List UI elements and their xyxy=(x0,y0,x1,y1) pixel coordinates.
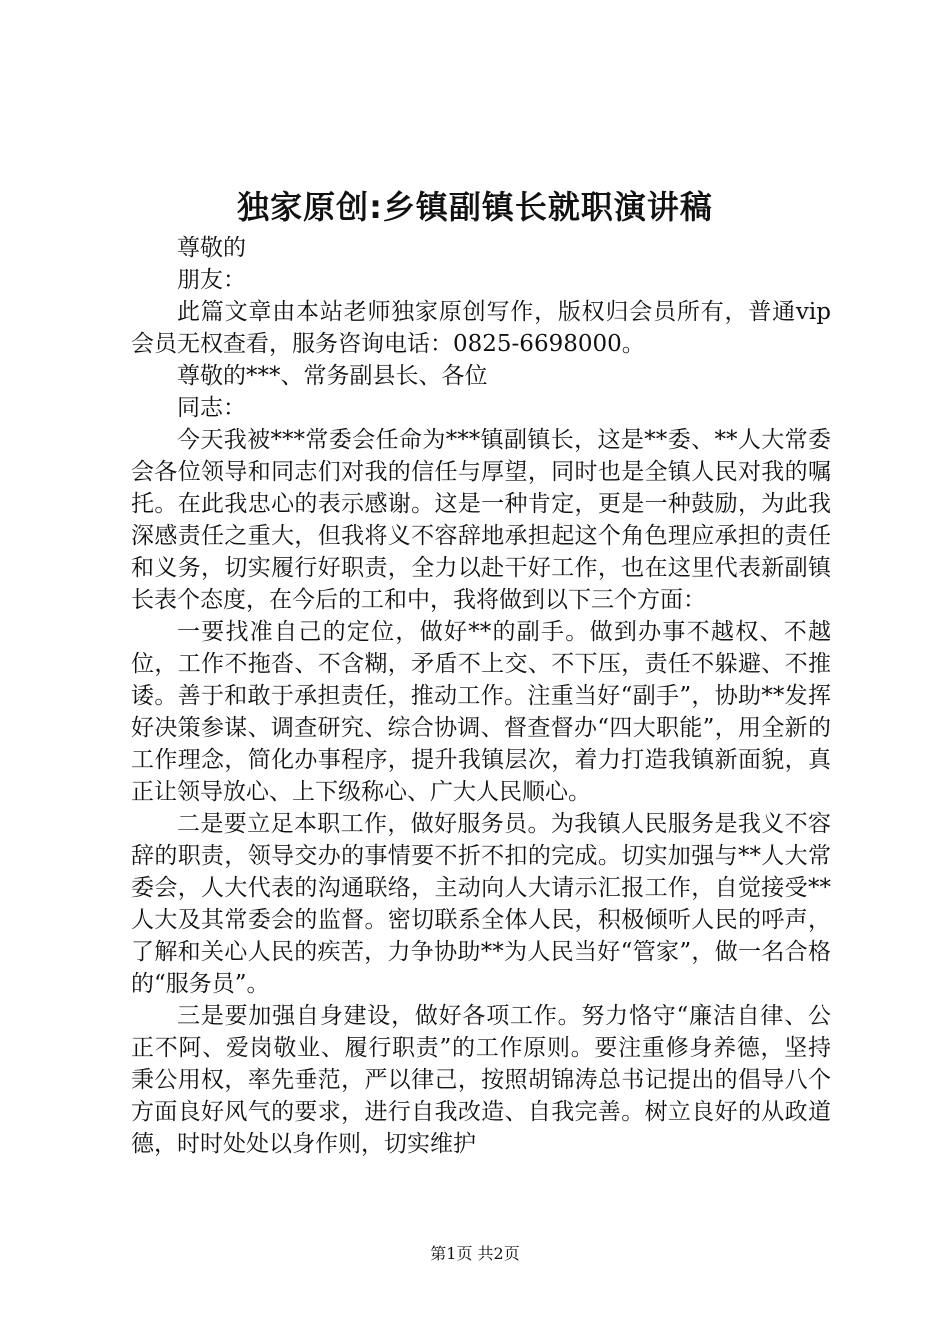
salutation-line-1: 尊敬的 xyxy=(177,235,246,261)
address-line-1: 尊敬的***、常务副县长、各位 xyxy=(177,363,488,389)
document-body xyxy=(131,232,831,1160)
document-title: 独家原创:乡镇副镇长就职演讲稿 xyxy=(237,188,713,226)
paragraph-point-one: 一要找准自己的定位，做好**的副手。做到办事不越权、不越位，工作不拖沓、不含糊，矛盾不上交、不下压，责任不躲避、不推诿。善于和敢于承担责任，推动工作。注重当好“副手”，协助**发挥好决策参谋、调查研究、综合协调、督查督办“四大职能”，用全新的工作理念，简化办事程序，提升我镇层次，着力打造我镇新面貌，真正让领导放心、上下级称心、广大人民顺心。 xyxy=(131,619,831,805)
address-line-2: 同志： xyxy=(177,395,246,421)
copyright-notice: 此篇文章由本站老师独家原创写作，版权归会员所有，普通vip会员无权查看，服务咨询电话：0825-6698000。 xyxy=(131,299,831,357)
paragraph-point-three: 三是要加强自身建设，做好各项工作。努力恪守“廉洁自律、公正不阿、爱岗敬业、履行职责”的工作原则。要注重修身养德，坚持秉公用权，率先垂范，严以律己，按照胡锦涛总书记提出的倡导八个方面良好风气的要求，进行自我改造、自我完善。树立良好的从政道德，时时处处以身作则，切实维护 xyxy=(131,1003,831,1157)
paragraph-intro: 今天我被***常委会任命为***镇副镇长，这是**委、**人大常委会各位领导和同志们对我的信任与厚望，同时也是全镇人民对我的嘱托。在此我忠心的表示感谢。这是一种肯定，更是一种鼓励，为此我深感责任之重大，但我将义不容辞地承担起这个角色理应承担的责任和义务，切实履行好职责，全力以赴干好工作，也在这里代表新副镇长表个态度，在今后的工和中，我将做到以下三个方面： xyxy=(131,427,831,613)
paragraph-point-two: 二是要立足本职工作，做好服务员。为我镇人民服务是我义不容辞的职责，领导交办的事情要不折不扣的完成。切实加强与**人大常委会，人大代表的沟通联络，主动向人大请示汇报工作，自觉接受**人大及其常委会的监督。密切联系全体人民，积极倾听人民的呼声，了解和关心人民的疾苦，力争协助**为人民当好“管家”，做一名合格的“服务员”。 xyxy=(131,811,831,997)
page-footer: 第1页 共2页 xyxy=(430,1244,520,1263)
salutation-line-2: 朋友： xyxy=(177,267,246,293)
